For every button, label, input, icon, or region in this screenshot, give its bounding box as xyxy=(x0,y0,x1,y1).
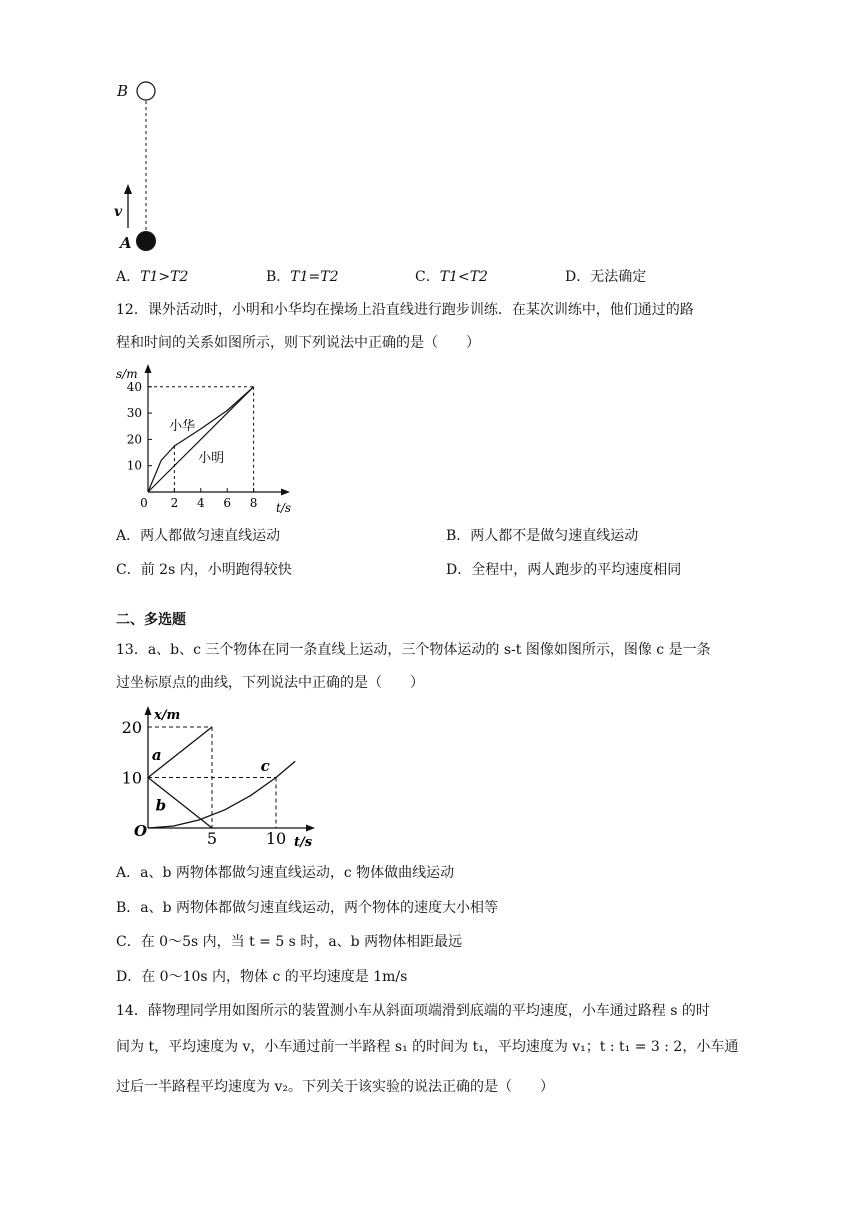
series-b-label: b xyxy=(155,796,167,815)
q12-option-d[interactable]: D．全程中，两人跑步的平均速度相同 xyxy=(446,562,682,578)
origin-label: O xyxy=(134,822,148,840)
q13-option-b[interactable]: B．a、b 两物体都做匀速直线运动，两个物体的速度大小相等 xyxy=(116,900,499,916)
y-tick-label: 20 xyxy=(121,718,142,737)
series-c-label: c xyxy=(260,756,270,775)
q14-stem-line3: 过后一半路程平均速度为 v₂。下列关于该实验的说法正确的是（ ） xyxy=(116,1079,554,1095)
ball-b xyxy=(137,82,155,100)
y-tick-label: 30 xyxy=(126,406,142,421)
x-axis-arrow xyxy=(306,825,315,832)
label-b: B xyxy=(117,82,129,100)
x-tick-label: 2 xyxy=(170,496,179,510)
q12-distance-time-chart xyxy=(108,362,298,517)
y-axis-arrow xyxy=(145,364,152,373)
q12-stem-line2: 程和时间的关系如图所示，则下列说法中正确的是（ ） xyxy=(116,335,480,351)
q13-position-time-chart xyxy=(108,702,328,852)
series-xiaohua-label: 小华 xyxy=(169,419,196,435)
y-axis-label: x/m xyxy=(154,708,181,723)
y-tick-label: 10 xyxy=(121,768,142,788)
q13-option-a[interactable]: A．a、b 两物体都做匀速直线运动，c 物体做曲线运动 xyxy=(116,865,455,881)
q12-option-b[interactable]: B．两人都不是做匀速直线运动 xyxy=(446,528,639,544)
x-axis-label: t/s xyxy=(294,835,313,850)
section-title: 二、多选题 xyxy=(116,612,186,628)
q12-option-a[interactable]: A．两人都做匀速直线运动 xyxy=(116,528,281,544)
velocity-arrowhead xyxy=(124,184,132,194)
q12-option-c[interactable]: C．前 2s 内，小明跑得较快 xyxy=(116,562,292,578)
q11-option-a[interactable]: A．T1>T2 xyxy=(116,269,189,285)
x-axis-arrow xyxy=(281,489,290,496)
series-a-label: a xyxy=(151,745,162,764)
y-tick-label: 20 xyxy=(126,432,142,447)
q14-stem-line1: 14．薛物理同学用如图所示的装置测小车从斜面项端滑到底端的平均速度，小车通过路程 s 的时 xyxy=(116,1003,710,1019)
y-tick-label: 40 xyxy=(126,379,142,394)
x-tick-label: 8 xyxy=(249,496,258,510)
q13-stem-line1: 13．a、b、c 三个物体在同一条直线上运动，三个物体运动的 s-t 图像如图所示，图像 c 是一条 xyxy=(116,642,711,658)
q11-option-c[interactable]: C．T1<T2 xyxy=(415,269,488,285)
x-tick-label: 0 xyxy=(140,496,148,510)
ball-a xyxy=(136,231,156,251)
y-axis-arrow xyxy=(145,706,152,715)
q11-option-b[interactable]: B．T1=T2 xyxy=(266,269,339,285)
y-tick-label: 10 xyxy=(126,458,142,473)
x-tick-label: 4 xyxy=(196,496,205,510)
x-tick-label: 10 xyxy=(265,829,287,848)
q13-stem-line2: 过坐标原点的曲线，下列说法中正确的是（ ） xyxy=(116,675,424,691)
q14-stem-line2: 间为 t，平均速度为 v，小车通过前一半路程 s₁ 的时间为 t₁，平均速度为 v₁；t : t₁ = 3 : 2，小车通 xyxy=(116,1039,739,1055)
y-axis-label: s/m xyxy=(116,367,138,381)
series-xiaoming-label: 小明 xyxy=(198,450,225,466)
x-tick-label: 6 xyxy=(223,496,232,510)
q11-option-d[interactable]: D．无法确定 xyxy=(565,269,647,285)
q12-stem-line1: 12．课外活动时，小明和小华均在操场上沿直线进行跑步训练．在某次训练中，他们通过的路 xyxy=(116,302,694,318)
x-axis-label: t/s xyxy=(276,501,292,515)
x-tick-label: 5 xyxy=(206,829,218,848)
label-v: v xyxy=(114,204,123,220)
ball-motion-figure xyxy=(108,76,178,256)
q13-option-c[interactable]: C．在 0～5s 内，当 t = 5 s 时，a、b 两物体相距最远 xyxy=(116,934,463,950)
q13-option-d[interactable]: D．在 0～10s 内，物体 c 的平均速度是 1m/s xyxy=(116,969,408,985)
series-xiaoming-line xyxy=(148,387,254,492)
label-a: A xyxy=(120,234,132,252)
